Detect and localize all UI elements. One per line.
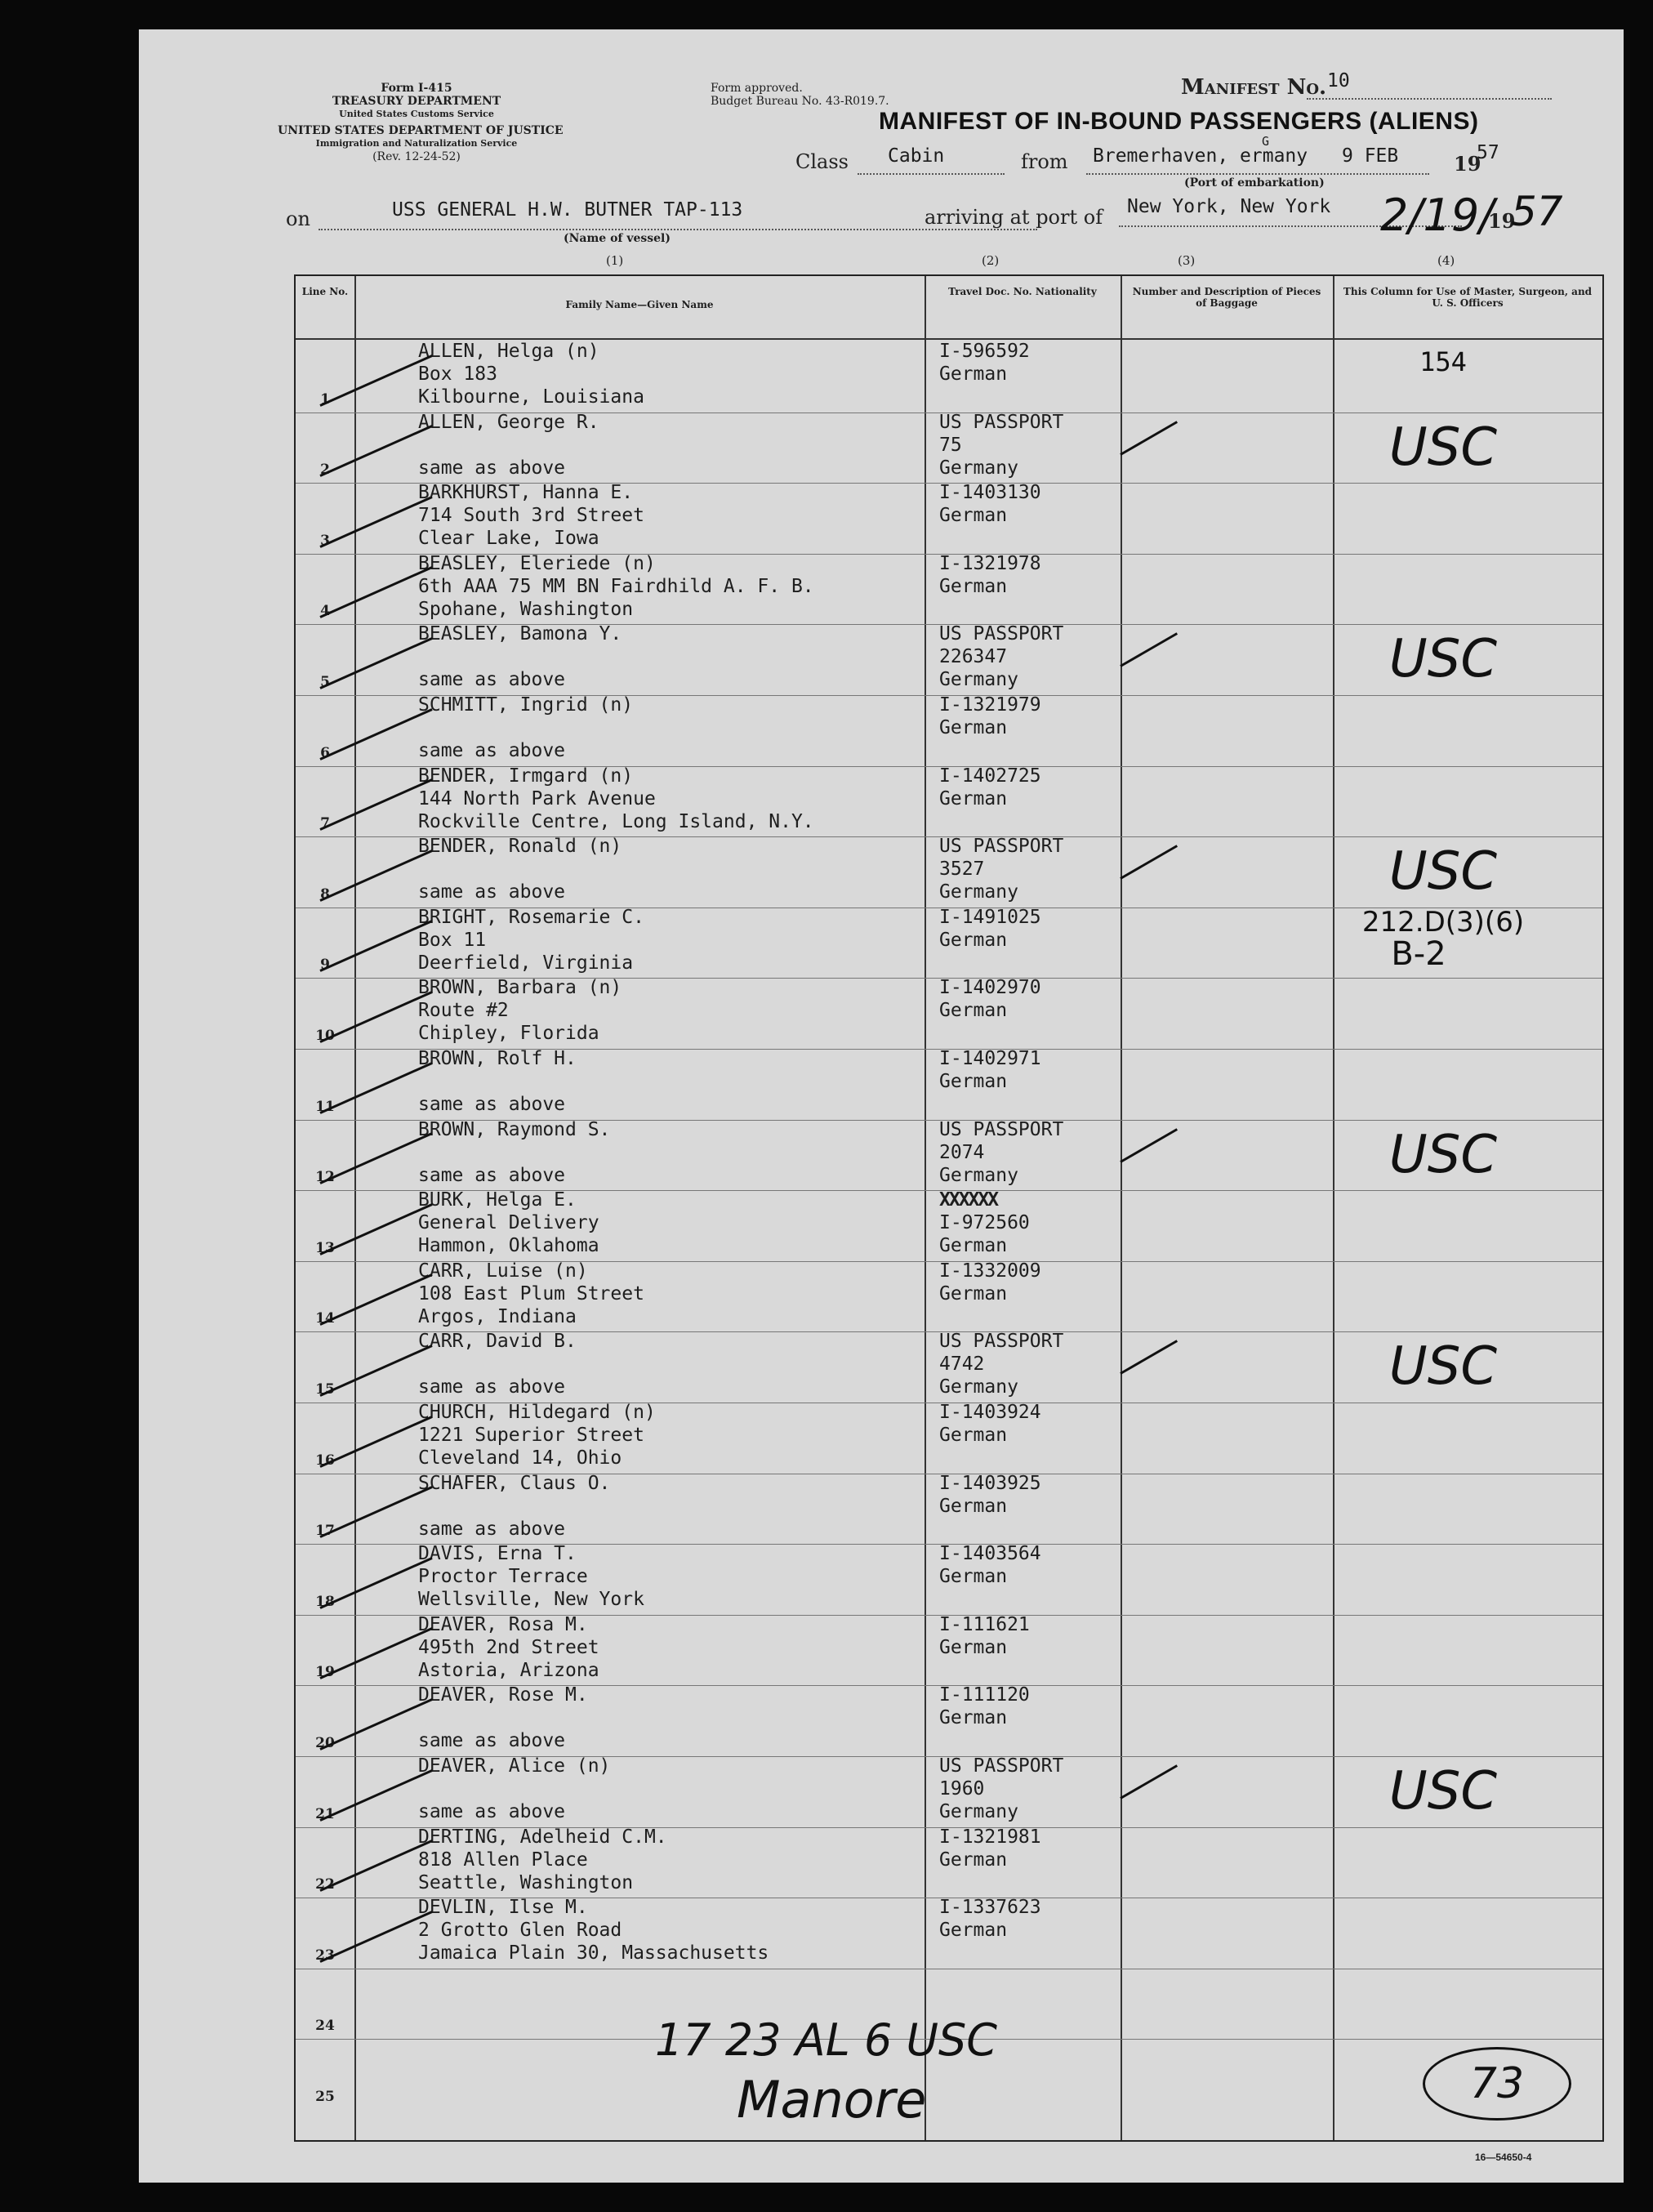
check-mark xyxy=(319,778,432,831)
travel-document: German xyxy=(939,1000,1008,1022)
travel-document: I-1321978 xyxy=(939,552,1041,574)
line-number: 8 xyxy=(320,885,330,903)
table-row xyxy=(296,1190,1602,1261)
table-row xyxy=(296,766,1602,837)
passenger-name: BRIGHT, Rosemarie C. xyxy=(418,906,644,928)
table-row xyxy=(296,836,1602,908)
travel-document: 75 xyxy=(939,434,962,456)
check-mark xyxy=(319,1132,432,1184)
line-number: 6 xyxy=(320,744,330,761)
passenger-address: Proctor Terrace xyxy=(418,1566,588,1588)
budget-bureau: Budget Bureau No. 43-R019.7. xyxy=(711,95,889,108)
line-number: 17 xyxy=(315,1523,335,1540)
immigration-service: Immigration and Naturalization Service xyxy=(315,138,518,149)
passenger-address: same as above xyxy=(418,740,566,761)
check-mark xyxy=(319,637,432,689)
officer-note-visa: B-2 xyxy=(1391,934,1446,973)
line-number: 19 xyxy=(315,1664,335,1681)
travel-document: I-596592 xyxy=(939,341,1030,362)
travel-document: US PASSPORT xyxy=(939,623,1064,645)
form-title: MANIFEST OF IN-BOUND PASSENGERS (ALIENS) xyxy=(879,108,1479,135)
passenger-address: 2 Grotto Glen Road xyxy=(418,1920,622,1942)
officer-note: USC xyxy=(1388,1761,1498,1822)
travel-document: German xyxy=(939,1425,1008,1446)
passenger-address: Hammon, Oklahoma xyxy=(418,1235,599,1257)
travel-document: I-1403564 xyxy=(939,1543,1041,1565)
passenger-name: BEASLEY, Bamona Y. xyxy=(418,623,622,645)
passenger-address: same as above xyxy=(418,1376,566,1398)
passenger-address: same as above xyxy=(418,1094,566,1115)
passenger-name: BROWN, Raymond S. xyxy=(418,1118,611,1140)
port-caption: (Port of embarkation) xyxy=(1184,176,1325,190)
travel-document: US PASSPORT xyxy=(939,1331,1064,1353)
travel-document: German xyxy=(939,717,1008,738)
passenger-name: ALLEN, Helga (n) xyxy=(418,341,599,362)
arrival-port: New York, New York xyxy=(1127,196,1331,217)
manifest-page xyxy=(139,29,1624,2183)
col-number-1: (1) xyxy=(606,253,624,268)
travel-document: Germany xyxy=(939,1376,1018,1398)
manifest-number-label: Manifest No. xyxy=(1181,75,1327,100)
passenger-name: SCHAFER, Claus O. xyxy=(418,1472,611,1494)
check-mark xyxy=(319,355,432,407)
check-mark xyxy=(319,708,432,760)
passenger-name: DERTING, Adelheid C.M. xyxy=(418,1826,667,1848)
officer-note: USC xyxy=(1388,417,1498,478)
passenger-address: 495th 2nd Street xyxy=(418,1636,599,1658)
table-row xyxy=(296,554,1602,625)
passenger-address: Deerfield, Virginia xyxy=(418,952,634,974)
travel-document: German xyxy=(939,929,1008,951)
line-number: 23 xyxy=(315,1947,335,1964)
line-number: 25 xyxy=(315,2088,335,2105)
travel-document: German xyxy=(939,787,1008,809)
check-mark xyxy=(319,567,432,619)
passenger-address: 818 Allen Place xyxy=(418,1849,588,1871)
line-number: 7 xyxy=(320,815,330,832)
check-mark xyxy=(319,1911,432,1963)
check-mark xyxy=(319,991,432,1043)
travel-document: I-1403925 xyxy=(939,1472,1041,1494)
passenger-address: 714 South 3rd Street xyxy=(418,505,644,527)
line-number: 14 xyxy=(315,1310,335,1327)
passenger-address: 144 North Park Avenue xyxy=(418,787,656,809)
travel-document: I-1491025 xyxy=(939,906,1041,928)
passenger-address: 1221 Superior Street xyxy=(418,1425,644,1446)
passenger-address: Rockville Centre, Long Island, N.Y. xyxy=(418,810,814,832)
class-value: Cabin xyxy=(888,145,945,167)
form-approved: Form approved. xyxy=(711,82,803,95)
check-mark xyxy=(319,1769,432,1822)
table-row xyxy=(296,695,1602,766)
passenger-name: BROWN, Barbara (n) xyxy=(418,977,622,999)
officer-note: USC xyxy=(1388,629,1498,690)
travel-document: I-1402725 xyxy=(939,765,1041,787)
customs-service: United States Customs Service xyxy=(339,109,494,119)
travel-document: German xyxy=(939,575,1008,597)
line-number: 18 xyxy=(315,1593,335,1610)
travel-document: 2074 xyxy=(939,1141,985,1163)
travel-document: German xyxy=(939,1495,1008,1517)
check-mark xyxy=(319,921,432,973)
table-row xyxy=(296,1827,1602,1898)
table-row xyxy=(296,1544,1602,1615)
travel-document: I-1403130 xyxy=(939,482,1041,504)
arrival-year-prefix: 19 xyxy=(1488,209,1516,233)
travel-document: German xyxy=(939,1071,1008,1092)
line-number: 2 xyxy=(320,462,330,479)
passenger-address: same as above xyxy=(418,1518,566,1540)
check-mark xyxy=(319,1062,432,1114)
line-number: 1 xyxy=(320,390,330,408)
passenger-name: ALLEN, George R. xyxy=(418,411,599,433)
travel-document: Germany xyxy=(939,669,1018,691)
vessel-caption: (Name of vessel) xyxy=(564,232,671,245)
manifest-number: 10 xyxy=(1327,70,1350,91)
travel-document: German xyxy=(939,505,1008,527)
passport-check-mark xyxy=(1120,1128,1178,1163)
col-number-3: (3) xyxy=(1178,253,1196,268)
passport-check-mark xyxy=(1120,633,1178,668)
line-number: 10 xyxy=(315,1027,335,1044)
table-row xyxy=(296,624,1602,695)
passenger-name: DEAVER, Rosa M. xyxy=(418,1613,588,1635)
travel-document: 4742 xyxy=(939,1354,985,1376)
on-label: on xyxy=(286,207,310,230)
travel-document: German xyxy=(939,1849,1008,1871)
travel-document: US PASSPORT xyxy=(939,411,1064,433)
passenger-name: BROWN, Rolf H. xyxy=(418,1048,577,1069)
check-mark xyxy=(319,1840,432,1892)
passenger-address: Box 11 xyxy=(418,929,487,951)
table-row xyxy=(296,1403,1602,1474)
circled-total-value: 73 xyxy=(1469,2059,1525,2108)
passenger-address: General Delivery xyxy=(418,1212,599,1234)
passenger-address: same as above xyxy=(418,1801,566,1822)
check-mark xyxy=(319,850,432,902)
passenger-name: DEVLIN, Ilse M. xyxy=(418,1897,588,1919)
table-row xyxy=(296,1049,1602,1120)
travel-document: I-111621 xyxy=(939,1613,1030,1635)
passenger-name: CARR, David B. xyxy=(418,1331,577,1353)
passenger-address: same as above xyxy=(418,1730,566,1752)
passenger-name: SCHMITT, Ingrid (n) xyxy=(418,694,634,716)
travel-document: Germany xyxy=(939,1164,1018,1186)
embarkation-port: Bremerhaven, ermany xyxy=(1093,145,1308,167)
line-number: 4 xyxy=(320,603,330,620)
header-baggage: Number and Description of Pieces of Baggage xyxy=(1132,286,1321,309)
line-number: 21 xyxy=(315,1805,335,1822)
travel-document: German xyxy=(939,1636,1008,1658)
line-number: 11 xyxy=(315,1098,335,1115)
year-suffix: 57 xyxy=(1477,142,1499,163)
passenger-address: same as above xyxy=(418,1164,566,1186)
vessel-name: USS GENERAL H.W. BUTNER TAP-113 xyxy=(392,199,743,221)
passenger-name: BENDER, Irmgard (n) xyxy=(418,765,634,787)
line-number: 5 xyxy=(320,673,330,690)
passenger-name: DEAVER, Rose M. xyxy=(418,1684,588,1706)
travel-document: 1960 xyxy=(939,1778,985,1799)
circled-total xyxy=(1423,2047,1571,2121)
line-number: 9 xyxy=(320,957,330,974)
passport-check-mark xyxy=(1120,1764,1178,1799)
officer-note: 154 xyxy=(1419,346,1467,377)
travel-document: German xyxy=(939,1920,1008,1942)
travel-document: 226347 xyxy=(939,646,1008,668)
from-label: from xyxy=(1021,150,1068,173)
line-number: 12 xyxy=(315,1169,335,1186)
header-travel-doc: Travel Doc. No. Nationality xyxy=(948,286,1097,297)
travel-document: US PASSPORT xyxy=(939,1755,1064,1777)
revision-date: (Rev. 12-24-52) xyxy=(372,150,461,163)
check-mark xyxy=(319,1557,432,1609)
form-id-block xyxy=(278,82,564,163)
arrival-date-handwritten: 2/19/ xyxy=(1380,190,1495,241)
passenger-name: CARR, Luise (n) xyxy=(418,1260,588,1282)
line-number: 22 xyxy=(315,1876,335,1893)
travel-document: German xyxy=(939,363,1008,385)
officer-note: USC xyxy=(1388,1124,1498,1185)
check-mark xyxy=(319,1274,432,1327)
travel-document: Germany xyxy=(939,881,1018,903)
passenger-address: 108 East Plum Street xyxy=(418,1282,644,1304)
table-row xyxy=(296,1120,1602,1191)
tally-annotation: 17 23 AL 6 USC xyxy=(655,2014,997,2066)
table-row xyxy=(296,1615,1602,1686)
table-row xyxy=(296,1756,1602,1827)
travel-document: German xyxy=(939,1707,1008,1729)
travel-document: Germany xyxy=(939,1801,1018,1822)
check-mark xyxy=(319,425,432,477)
line-number: 20 xyxy=(315,1734,335,1751)
check-mark xyxy=(319,1416,432,1468)
travel-document: German xyxy=(939,1235,1008,1257)
passenger-address: Box 183 xyxy=(418,363,497,385)
passenger-name: BARKHURST, Hanna E. xyxy=(418,482,634,504)
check-mark xyxy=(319,496,432,548)
travel-document: Germany xyxy=(939,457,1018,479)
embarkation-date: 9 FEB xyxy=(1342,145,1399,167)
passenger-address: same as above xyxy=(418,881,566,903)
passenger-address: Kilbourne, Louisiana xyxy=(418,386,644,408)
passenger-address: same as above xyxy=(418,669,566,691)
passenger-address: Wellsville, New York xyxy=(418,1589,644,1611)
passenger-address: Argos, Indiana xyxy=(418,1305,577,1327)
table-row xyxy=(296,1331,1602,1403)
check-mark xyxy=(319,1698,432,1750)
passenger-address: 6th AAA 75 MM BN Fairdhild A. F. B. xyxy=(418,575,814,597)
travel-document: I-1321979 xyxy=(939,694,1041,716)
header-officers: This Column for Use of Master, Surgeon, and U. S. Officers xyxy=(1343,286,1593,309)
passenger-address: Seattle, Washington xyxy=(418,1871,634,1893)
passport-check-mark xyxy=(1120,421,1178,456)
table-row xyxy=(296,341,1602,413)
check-mark xyxy=(319,1628,432,1680)
passenger-address: Chipley, Florida xyxy=(418,1023,599,1045)
passenger-table xyxy=(294,274,1604,2142)
travel-document: I-1403924 xyxy=(939,1402,1041,1423)
line-number: 16 xyxy=(315,1452,335,1469)
officer-note: USC xyxy=(1388,841,1498,903)
table-row xyxy=(296,905,1602,979)
travel-document: 3527 xyxy=(939,858,985,881)
travel-document: US PASSPORT xyxy=(939,1118,1064,1140)
check-mark xyxy=(319,1486,432,1538)
table-row xyxy=(296,1261,1602,1332)
line-number: 3 xyxy=(320,532,330,549)
embarkation-g-correction: G xyxy=(1262,134,1270,149)
travel-document: I-1402971 xyxy=(939,1048,1041,1069)
signature: Manore xyxy=(737,2070,927,2129)
travel-document: US PASSPORT xyxy=(939,836,1064,858)
check-mark xyxy=(319,1345,432,1397)
treasury-department: TREASURY DEPARTMENT xyxy=(332,95,501,108)
passenger-address: Cleveland 14, Ohio xyxy=(418,1447,622,1469)
class-label: Class xyxy=(795,150,849,173)
arrival-year-handwritten: 57 xyxy=(1511,188,1563,235)
passenger-name: BURK, Helga E. xyxy=(418,1189,577,1211)
col-number-4: (4) xyxy=(1437,253,1455,268)
passenger-name: DAVIS, Erna T. xyxy=(418,1543,577,1565)
arriving-label: arriving at port of xyxy=(925,206,1103,229)
approval-block xyxy=(711,82,889,108)
travel-document: I-972560 xyxy=(939,1212,1030,1234)
passenger-address: Jamaica Plain 30, Massachusetts xyxy=(418,1942,769,1964)
line-number: 24 xyxy=(315,2018,335,2035)
passenger-address: Route #2 xyxy=(418,1000,509,1022)
travel-document: XXXXXX xyxy=(939,1189,998,1211)
travel-document: German xyxy=(939,1566,1008,1588)
header-name: Family Name—Given Name xyxy=(565,299,714,310)
table-row xyxy=(296,978,1602,1049)
passenger-address: Astoria, Arizona xyxy=(418,1659,599,1681)
table-row xyxy=(296,1898,1602,1969)
passenger-name: DEAVER, Alice (n) xyxy=(418,1755,611,1777)
table-row xyxy=(296,1474,1602,1545)
passenger-address: same as above xyxy=(418,457,566,479)
passenger-name: BEASLEY, Eleriede (n) xyxy=(418,552,656,574)
table-row xyxy=(296,1685,1602,1756)
passenger-name: BENDER, Ronald (n) xyxy=(418,836,622,858)
passport-check-mark xyxy=(1120,845,1178,880)
passenger-address: Clear Lake, Iowa xyxy=(418,528,599,550)
form-number: Form I-415 xyxy=(381,82,452,95)
travel-document: I-1337623 xyxy=(939,1897,1041,1919)
travel-document: German xyxy=(939,1282,1008,1304)
officer-note: 212.D(3)(6) xyxy=(1361,905,1525,939)
passenger-name: CHURCH, Hildegard (n) xyxy=(418,1402,656,1423)
travel-document: I-1402970 xyxy=(939,977,1041,999)
line-number: 13 xyxy=(315,1239,335,1256)
travel-document: I-1321981 xyxy=(939,1826,1041,1848)
officer-note: USC xyxy=(1388,1336,1498,1398)
passport-check-mark xyxy=(1120,1340,1178,1376)
check-mark xyxy=(319,1203,432,1255)
col-number-2: (2) xyxy=(982,253,1000,268)
travel-document: I-111120 xyxy=(939,1684,1030,1706)
table-row xyxy=(296,413,1602,484)
table-row xyxy=(296,483,1602,554)
line-number: 15 xyxy=(315,1380,335,1398)
travel-document: I-1332009 xyxy=(939,1260,1041,1282)
footer-code: 16—54650-4 xyxy=(1475,2152,1532,2163)
passenger-address: Spohane, Washington xyxy=(418,598,634,620)
department-of-justice: UNITED STATES DEPARTMENT OF JUSTICE xyxy=(278,124,564,137)
year-prefix: 19 xyxy=(1454,152,1481,176)
header-line-no: Line No. xyxy=(301,286,349,297)
